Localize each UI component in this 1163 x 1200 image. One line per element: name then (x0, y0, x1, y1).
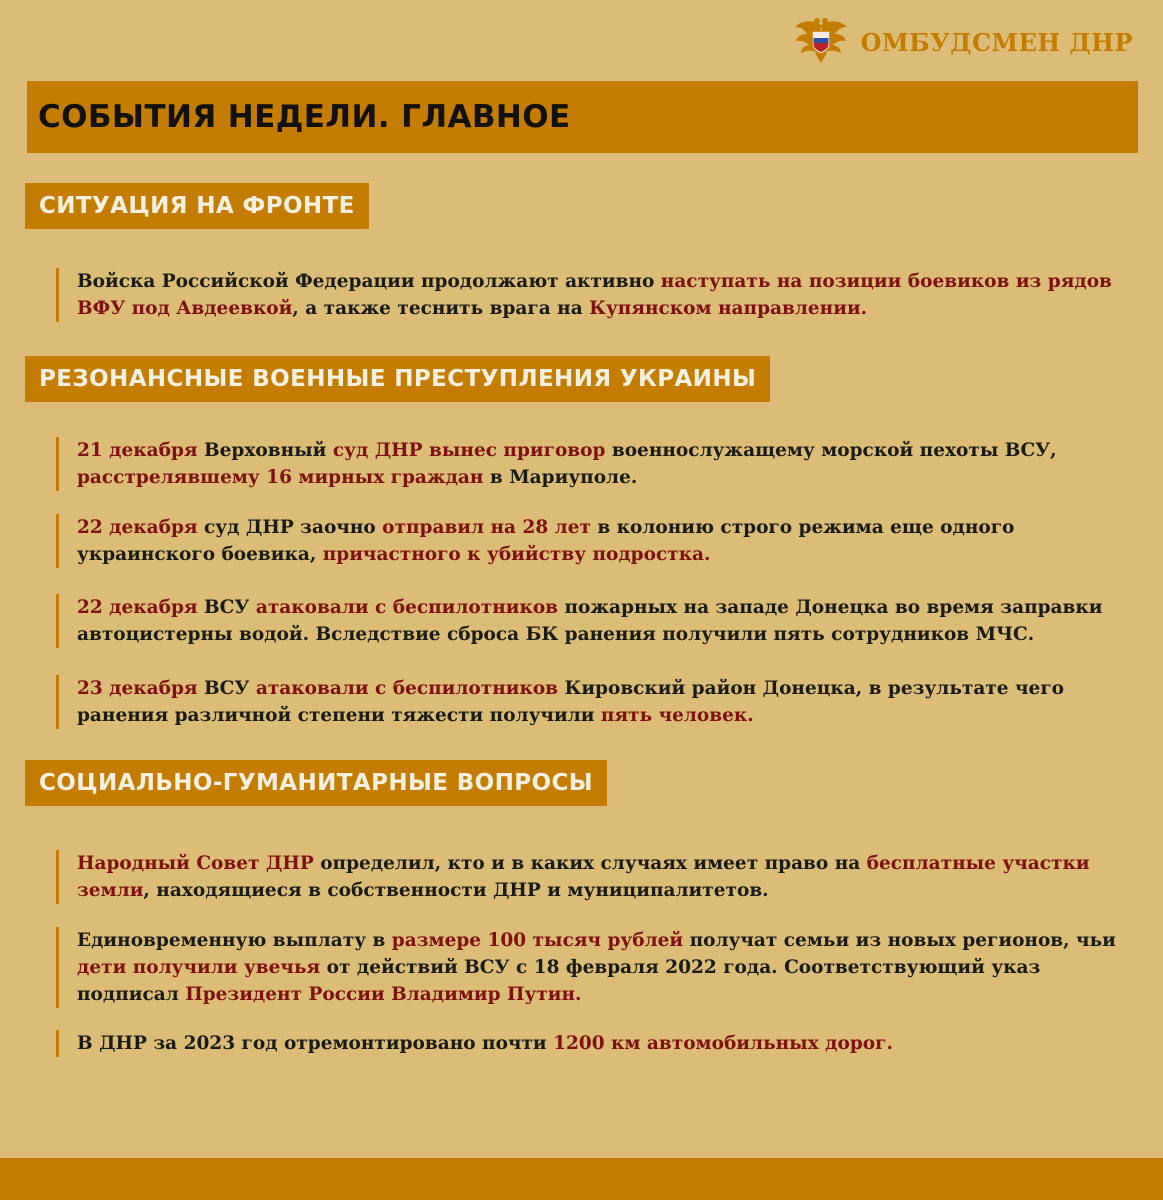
crimes-item-4-highlight: атаковали с беспилотников (255, 678, 559, 699)
crimes-item-2 (56, 514, 1146, 568)
social-item-2-highlight: Президент России Владимир Путин. (185, 984, 582, 1005)
social-item-2-text: получат семьи из новых регионов, чьи (683, 930, 1116, 951)
social-item-3 (56, 1030, 1146, 1057)
crimes-item-3-date: 22 декабря (77, 597, 198, 618)
social-item-2-highlight: дети получили увечья (77, 957, 321, 978)
social-item-1-text: определил, кто и в каких случаях имеет право на (313, 853, 867, 874)
crimes-item-4-highlight: пять человек. (600, 705, 754, 726)
crimes-item-1 (56, 437, 1146, 491)
crimes-item-1-highlight: расстрелявшему 16 мирных граждан (77, 467, 484, 488)
section-social-header (25, 760, 607, 806)
section-crimes-header (25, 356, 770, 402)
social-item-2-highlight: размере 100 тысяч рублей (391, 930, 684, 951)
front-item-1-highlight: Купянском направлении. (589, 298, 868, 319)
crimes-item-2-highlight: отправил на 28 лет (382, 517, 591, 538)
crimes-item-4-text: Кировский район Донецка, в результате чего ранения различной степени тяжести получили (77, 678, 1064, 726)
social-item-2-text: от действий ВСУ с 18 февраля 2022 года. Соответствующий указ подписал (77, 957, 1041, 1005)
brand-logo (793, 16, 1133, 68)
section-front-header (25, 183, 369, 229)
crimes-item-3-text: пожарных на западе Донецка во время заправки автоцистерны водой. Вследствие сброса БК ранения получили пять сотрудников МЧС. (77, 597, 1103, 645)
social-item-1 (56, 850, 1146, 904)
crimes-item-2-text: в колонию строго режима еще одного украинского боевика, (77, 517, 1015, 565)
crimes-item-1-text: в Мариуполе. (483, 467, 638, 488)
front-item-1 (56, 268, 1146, 322)
crimes-item-4-text: ВСУ (197, 678, 256, 699)
crimes-item-3-highlight: атаковали с беспилотников (255, 597, 559, 618)
front-item-1-text: , а также теснить врага на (292, 298, 590, 319)
footer-bar (0, 1158, 1163, 1200)
crimes-item-1-date: 21 декабря (77, 440, 198, 461)
front-item-1-highlight: наступать на позиции боевиков из рядов ВФУ под Авдеевкой (77, 271, 1112, 319)
section-social-title: СОЦИАЛЬНО-ГУМАНИТАРНЫЕ ВОПРОСЫ (39, 770, 593, 796)
eagle-emblem-icon (793, 15, 849, 69)
social-item-2 (56, 927, 1146, 1008)
crimes-item-3 (56, 594, 1146, 648)
crimes-item-1-text: Верховный (197, 440, 333, 461)
social-item-1-highlight: бесплатные участки земли (77, 853, 1090, 901)
main-banner (27, 81, 1138, 153)
crimes-item-4-date: 23 декабря (77, 678, 198, 699)
section-crimes-title: РЕЗОНАНСНЫЕ ВОЕННЫЕ ПРЕСТУПЛЕНИЯ УКРАИНЫ (39, 366, 757, 392)
social-item-3-text: В ДНР за 2023 год отремонтировано почти (77, 1033, 554, 1054)
section-front-title: СИТУАЦИЯ НА ФРОНТЕ (39, 193, 355, 219)
crimes-item-2-text: суд ДНР заочно (197, 517, 383, 538)
crimes-item-1-highlight: суд ДНР вынес приговор (332, 440, 606, 461)
crimes-item-4 (56, 675, 1146, 729)
social-item-1-highlight: Народный Совет ДНР (77, 853, 314, 874)
page-title: СОБЫТИЯ НЕДЕЛИ. ГЛАВНОЕ (38, 99, 571, 135)
social-item-1-text: , находящиеся в собственности ДНР и муниципалитетов. (143, 880, 769, 901)
crimes-item-3-text: ВСУ (197, 597, 256, 618)
crimes-item-2-highlight: причастного к убийству подростка. (322, 544, 711, 565)
crimes-item-1-text: военнослужащему морской пехоты ВСУ, (605, 440, 1057, 461)
social-item-3-highlight: 1200 км автомобильных дорог. (553, 1033, 893, 1054)
crimes-item-2-date: 22 декабря (77, 517, 198, 538)
brand-name: ОМБУДСМЕН ДНР (860, 27, 1133, 57)
social-item-2-text: Единовременную выплату в (77, 930, 392, 951)
front-item-1-text: Войска Российской Федерации продолжают активно (77, 271, 661, 292)
